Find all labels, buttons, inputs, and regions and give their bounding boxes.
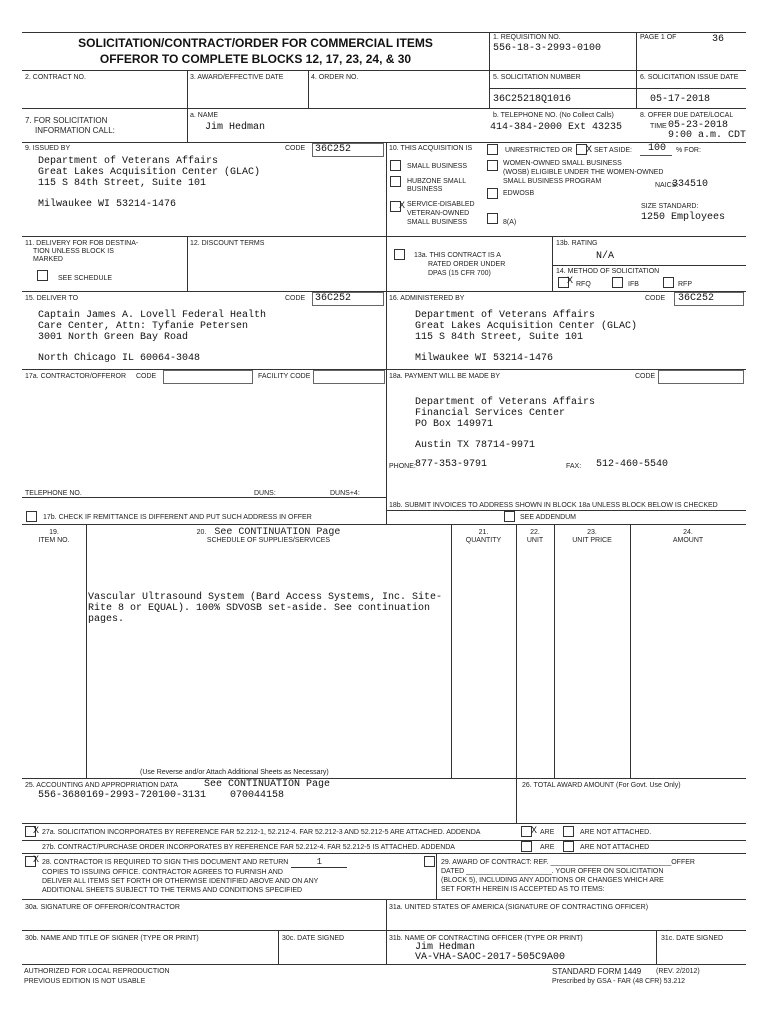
size-standard-label: SIZE STANDARD: (641, 203, 699, 210)
far-28-text (42, 858, 347, 895)
offer-due-date: 05-23-2018 (668, 120, 729, 131)
issued-by-label: 9. ISSUED BY (25, 145, 71, 152)
facility-code-input[interactable] (313, 370, 385, 384)
accounting-value2: 070044158 (230, 790, 285, 801)
remittance-checkbox[interactable] (26, 511, 37, 522)
info-call-label-2: INFORMATION CALL: (35, 126, 115, 135)
deliver-to-code-label: CODE (285, 295, 306, 302)
facility-code-label: FACILITY CODE (258, 373, 311, 380)
administered-by-line2: Great Lakes Acquisition Center (GLAC) (415, 321, 638, 332)
set-aside-for-label: % FOR: (676, 147, 701, 154)
far-27a-not-label: ARE NOT ATTACHED. (580, 829, 652, 836)
far-29-line1: 29. AWARD OF CONTRACT: REF. _______________________________OFFER (441, 859, 695, 866)
rfp-checkbox[interactable] (663, 277, 674, 288)
col-unit-price-title: UNIT PRICE (572, 537, 612, 544)
col-item-no-num: 19. (49, 529, 59, 536)
payment-line3: PO Box 149971 (415, 419, 494, 430)
administered-by-line3: 115 S 84th Street, Suite 101 (415, 332, 584, 343)
see-schedule-label: SEE SCHEDULE (58, 275, 113, 282)
signer-name-label: 30b. NAME AND TITLE OF SIGNER (TYPE OR PRINT) (25, 935, 199, 942)
ifb-checkbox[interactable] (612, 277, 623, 288)
edwosb-label: EDWOSB (503, 190, 535, 197)
deliver-to-line4: North Chicago IL 60064-3048 (38, 353, 201, 364)
wosb-label (503, 159, 664, 186)
remittance-label: 17b. CHECK IF REMITTANCE IS DIFFERENT AND PUT SUCH ADDRESS IN OFFER (43, 514, 312, 521)
wosb-checkbox[interactable] (487, 160, 498, 171)
payment-code-label: CODE (635, 373, 656, 380)
rfp-label: RFP (678, 281, 692, 288)
administered-by-label: 16. ADMINISTERED BY (389, 295, 465, 302)
col-schedule-num (86, 529, 451, 537)
issued-by-code-label: CODE (285, 145, 306, 152)
col-amount-num: 24. (683, 529, 693, 536)
unrestricted-label: UNRESTRICTED OR (505, 147, 573, 154)
telephone-no-label: TELEPHONE NO. (25, 490, 82, 497)
offer-due-time: 9:00 a.m. CDT (668, 130, 747, 141)
date-signed-30c-label: 30c. DATE SIGNED (282, 935, 345, 942)
contractor-code-input[interactable] (163, 370, 253, 384)
delivery-fob-label-2: TION UNLESS BLOCK IS (33, 248, 114, 255)
sdvosb-label-2: VETERAN-OWNED (407, 210, 470, 217)
far-28-line3: DELIVER ALL ITEMS SET FORTH OR OTHERWISE IDENTIFIED ABOVE AND ON ANY (42, 878, 319, 885)
far-29-checkbox[interactable] (424, 856, 435, 867)
naics-value: 334510 (672, 179, 709, 190)
small-business-checkbox[interactable] (390, 160, 401, 171)
far-28-copies: 1 (291, 858, 347, 868)
rfq-mark: X (567, 275, 574, 285)
sdvosb-label-1: SERVICE-DISABLED (407, 201, 475, 208)
sdvosb-mark: X (399, 200, 406, 210)
far-27b-not-label: ARE NOT ATTACHED (580, 844, 650, 851)
accounting-continuation: See CONTINUATION Page (204, 779, 331, 790)
contractor-code-label: CODE (136, 373, 157, 380)
small-business-label: SMALL BUSINESS (407, 163, 468, 170)
time-label: TIME (650, 123, 667, 130)
name-value: Jim Hedman (205, 122, 266, 133)
far-28-line1-wrap (42, 858, 347, 868)
telephone-label: b. TELEPHONE NO. (No Collect Calls) (493, 112, 614, 119)
payment-code-box (658, 370, 744, 384)
issued-by-line3: 115 S 84th Street, Suite 101 (38, 178, 207, 189)
deliver-to-line2: Care Center, Attn: Tyfanie Petersen (38, 321, 249, 332)
addendum-label: SEE ADDENDUM (520, 514, 577, 521)
signature-officer-label: 31a. UNITED STATES OF AMERICA (SIGNATURE OF CONTRACTING OFFICER) (389, 904, 649, 911)
payment-label: 18a. PAYMENT WILL BE MADE BY (389, 373, 500, 380)
duns-label: DUNS: (254, 490, 276, 497)
delivery-fob-label-1: 11. DELIVERY FOR FOB DESTINA- (25, 240, 139, 247)
footer-prescribed: Prescribed by GSA - FAR (48 CFR) 53.212 (552, 978, 686, 985)
payment-line4: Austin TX 78714-9971 (415, 440, 536, 451)
solicitation-date-value: 05-17-2018 (650, 94, 711, 105)
col-amount-title: AMOUNT (672, 537, 704, 544)
dpas-label-1: 13a. THIS CONTRACT IS A (414, 252, 501, 259)
solicitation-date-label: 6. SOLICITATION ISSUE DATE (640, 74, 739, 81)
accounting-value1: 556-3680169-2993-720100-3131 (38, 790, 207, 801)
method-label: 14. METHOD OF SOLICITATION (556, 268, 660, 275)
payment-fax-value: 512-460-5540 (596, 459, 669, 470)
order-no-label: 4. ORDER NO. (311, 74, 359, 81)
set-aside-label: SET ASIDE: (594, 147, 632, 154)
dpas-label (414, 251, 505, 278)
deliver-to-label: 15. DELIVER TO (25, 295, 79, 302)
col-item-no-header (22, 529, 86, 545)
col-quantity-header (451, 529, 516, 545)
far-29-line2: DATED ______________________. YOUR OFFER ON SOLICITATION (441, 868, 664, 875)
far-28-line1: 28. CONTRACTOR IS REQUIRED TO SIGN THIS DOCUMENT AND RETURN (42, 859, 289, 866)
dpas-label-3: DPAS (15 CFR 700) (428, 270, 491, 277)
wosb-label-2: (WOSB) ELIGIBLE UNDER THE WOMEN-OWNED (503, 169, 664, 176)
requisition-label: 1. REQUISITION NO. (493, 34, 561, 41)
set-aside-mark: X (586, 144, 593, 154)
far-27b-not-checkbox[interactable] (563, 841, 574, 852)
deliver-to-line3: 3001 North Green Bay Road (38, 332, 189, 343)
contract-no-label: 2. CONTRACT NO. (25, 74, 86, 81)
officer-name-label: 31b. NAME OF CONTRACTING OFFICER (TYPE OR PRINT) (389, 935, 583, 942)
rating-value: N/A (596, 251, 615, 262)
far-27b-are-checkbox[interactable] (521, 841, 532, 852)
far-29-text (441, 858, 695, 894)
wosb-label-3: SMALL BUSINESS PROGRAM (503, 178, 602, 185)
page-total: 36 (712, 34, 725, 45)
submit-invoices-label: 18b. SUBMIT INVOICES TO ADDRESS SHOWN IN BLOCK 18a UNLESS BLOCK BELOW IS CHECKED (389, 502, 718, 509)
far-27a-are-mark: X (531, 825, 538, 835)
officer-name-value: Jim Hedman (415, 942, 476, 953)
naics-label: NAICS: (655, 182, 679, 189)
far-28-line4: ADDITIONAL SHEETS SUBJECT TO THE TERMS AND CONDITIONS SPECIFIED (42, 887, 303, 894)
hubzone-label-1: HUBZONE SMALL (407, 178, 467, 185)
deliver-to-code-value: 36C252 (315, 293, 352, 304)
payment-line2: Financial Services Center (415, 408, 566, 419)
set-aside-percent: 100 (648, 143, 667, 154)
far-28-line2: COPIES TO ISSUING OFFICE. CONTRACTOR AGREES TO FURNISH AND (42, 869, 283, 876)
administered-by-line1: Department of Veterans Affairs (415, 310, 596, 321)
dpas-checkbox[interactable] (394, 249, 405, 260)
sdvosb-label-3: SMALL BUSINESS (407, 219, 468, 226)
issued-by-line2: Great Lakes Acquisition Center (GLAC) (38, 167, 261, 178)
far-29-line4: SET FORTH HEREIN IS ACCEPTED AS TO ITEMS: (441, 886, 605, 893)
signature-offeror-label: 30a. SIGNATURE OF OFFEROR/CONTRACTOR (25, 904, 180, 911)
wosb-label-1: WOMEN-OWNED SMALL BUSINESS (503, 160, 622, 167)
accounting-label: 25. ACCOUNTING AND APPROPRIATION DATA (25, 782, 178, 789)
issued-by-line1: Department of Veterans Affairs (38, 156, 219, 167)
contractor-label: 17a. CONTRACTOR/OFFEROR (25, 373, 126, 380)
col-schedule-title: SCHEDULE OF SUPPLIES/SERVICES (206, 537, 331, 544)
col-quantity-num: 21. (478, 529, 489, 536)
far-27b-are-label: ARE (540, 844, 555, 851)
col-schedule-continuation: See CONTINUATION Page (214, 527, 341, 538)
payment-line1: Department of Veterans Affairs (415, 397, 596, 408)
duns4-label: DUNS+4: (330, 490, 360, 497)
footer-form-name: STANDARD FORM 1449 (552, 967, 642, 976)
total-award-label: 26. TOTAL AWARD AMOUNT (For Govt. Use Only) (522, 782, 681, 789)
administered-by-code-value: 36C252 (678, 293, 715, 304)
col-unit-title: UNIT (526, 537, 544, 544)
requisition-value: 556-18-3-2993-0100 (493, 43, 602, 54)
col-unit-header (516, 529, 554, 545)
col-unit-num: 22. (530, 529, 540, 536)
footer-authorized: AUTHORIZED FOR LOCAL REPRODUCTION (24, 968, 170, 975)
payment-fax-label: FAX: (566, 463, 582, 470)
col-item-no-title: ITEM NO. (38, 537, 70, 544)
far-27a-are-label: ARE (540, 829, 555, 836)
form-title-line2: OFFEROR TO COMPLETE BLOCKS 12, 17, 23, 24, & 30 (99, 52, 412, 66)
sdvosb-label (407, 200, 475, 227)
far-29-line3: (BLOCK 5), INCLUDING ANY ADDITIONS OR CHANGES WHICH ARE (441, 877, 664, 884)
edwosb-checkbox[interactable] (487, 188, 498, 199)
payment-phone-label: PHONE: (389, 463, 416, 470)
award-date-label: 3. AWARD/EFFECTIVE DATE (190, 74, 284, 81)
delivery-fob-label (25, 240, 138, 264)
solicitation-number-label: 5. SOLICITATION NUMBER (493, 74, 581, 81)
size-standard-value: 1250 Employees (641, 212, 726, 223)
administered-by-code-label: CODE (645, 295, 666, 302)
col-unit-price-num: 23. (587, 529, 597, 536)
page-label: PAGE 1 OF (640, 34, 677, 41)
rfq-label: RFQ (576, 281, 591, 288)
unrestricted-checkbox[interactable] (487, 144, 498, 155)
footer-revision: (REV. 2/2012) (656, 968, 700, 975)
name-label: a. NAME (190, 112, 219, 119)
acquisition-label: 10. THIS ACQUISITION IS (389, 145, 473, 152)
col-schedule-header (86, 529, 451, 545)
col-schedule-num-text: 20. (196, 529, 207, 536)
telephone-value: 414-384-2000 Ext 43235 (490, 122, 623, 133)
schedule-desc-line1: Vascular Ultrasound System (Bard Access Systems, Inc. Site- (88, 592, 443, 603)
officer-id-value: VA-VHA-SAOC-2017-505C9A00 (415, 952, 566, 963)
form-title (22, 36, 489, 66)
col-unit-price-header (554, 529, 630, 545)
col-quantity-title: QUANTITY (465, 537, 502, 544)
deliver-to-line1: Captain James A. Lovell Federal Health (38, 310, 267, 321)
administered-by-line4: Milwaukee WI 53214-1476 (415, 353, 554, 364)
eight-a-checkbox[interactable] (487, 213, 498, 224)
hubzone-checkbox[interactable] (390, 176, 401, 187)
far-27a-not-checkbox[interactable] (563, 826, 574, 837)
issued-by-line4: Milwaukee WI 53214-1476 (38, 199, 177, 210)
far-28-mark: X (33, 854, 40, 864)
issued-by-code-value: 36C252 (315, 144, 352, 155)
hubzone-label-2: BUSINESS (407, 186, 443, 193)
payment-phone-value: 877-353-9791 (415, 459, 488, 470)
reverse-note: (Use Reverse and/or Attach Additional Sheets as Necessary) (140, 769, 329, 776)
col-amount-header (630, 529, 746, 545)
ifb-label: IFB (628, 281, 639, 288)
form-title-line1: SOLICITATION/CONTRACT/ORDER FOR COMMERCIAL ITEMS (78, 36, 433, 50)
addendum-checkbox[interactable] (504, 511, 515, 522)
eight-a-label: 8(A) (503, 219, 517, 226)
dpas-label-2: RATED ORDER UNDER (428, 261, 506, 268)
info-call-label-1: 7. FOR SOLICITATION (25, 116, 108, 125)
schedule-desc-line2: Rite 8 or EQUAL). 100% SDVOSB set-aside. See continuation (88, 603, 431, 614)
discount-terms-label: 12. DISCOUNT TERMS (190, 240, 265, 247)
offer-due-label: 8. OFFER DUE DATE/LOCAL (640, 112, 734, 119)
far-27b-label: 27b. CONTRACT/PURCHASE ORDER INCORPORATES BY REFERENCE FAR 52.212-4. FAR 52.212-5 IS ATTACHED. ADDENDA (42, 844, 455, 851)
far-27a-mark: X (33, 825, 40, 835)
date-signed-31c-label: 31c. DATE SIGNED (661, 935, 724, 942)
solicitation-number-value: 36C25218Q1016 (493, 94, 572, 105)
rating-label: 13b. RATING (556, 240, 598, 247)
far-27a-label: 27a. SOLICITATION INCORPORATES BY REFERENCE FAR 52.212-1, 52.212-4. FAR 52.212-3 AND 52.212-5 ARE ATTACHED. ADDENDA (42, 829, 481, 836)
delivery-fob-label-3: MARKED (33, 256, 63, 263)
schedule-desc-line3: pages. (88, 614, 125, 625)
hubzone-label (407, 178, 466, 194)
see-schedule-checkbox[interactable] (37, 270, 48, 281)
info-call-label (25, 116, 115, 136)
footer-previous-edition: PREVIOUS EDITION IS NOT USABLE (24, 978, 146, 985)
